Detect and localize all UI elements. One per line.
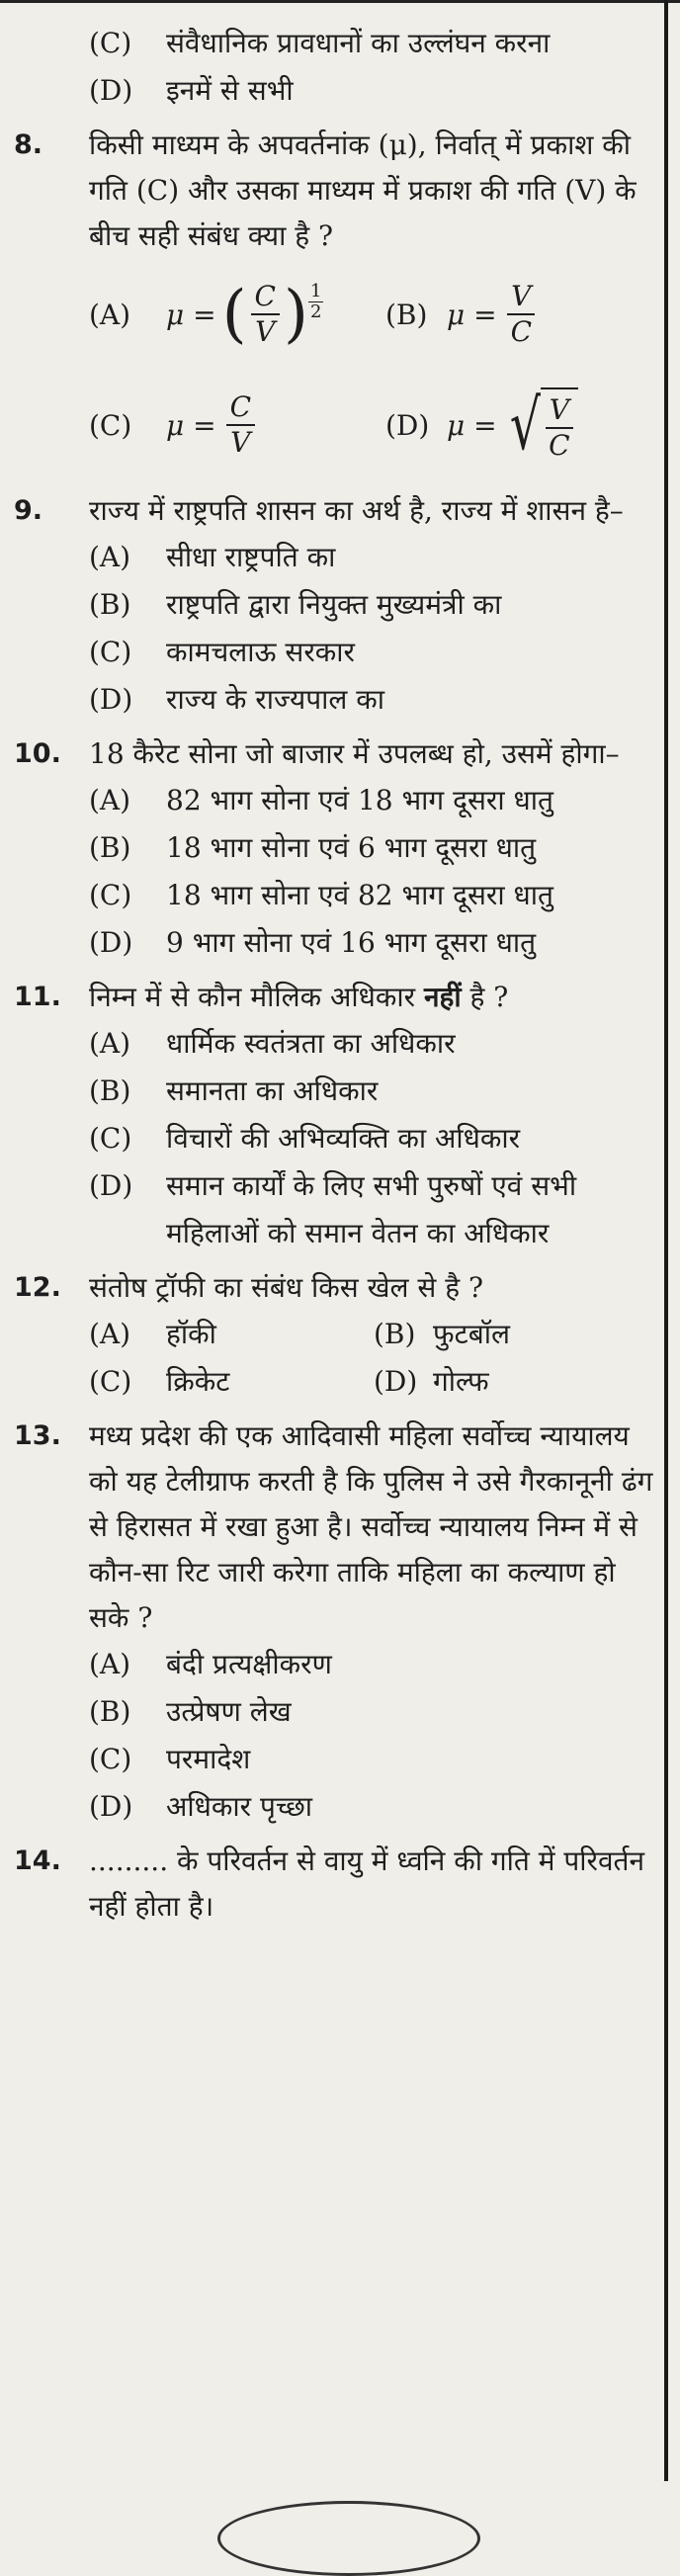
question-text: संतोष ट्रॉफी का संबंध किस खेल से है ? bbox=[89, 1271, 484, 1304]
option-c[interactable]: (C) क्रिकेट bbox=[89, 1365, 230, 1398]
option-c[interactable]: (C) 18 भाग सोना एवं 82 भाग दूसरा धातु bbox=[89, 879, 553, 911]
math-options-row-2 bbox=[89, 370, 654, 480]
math-options-row-1 bbox=[89, 259, 654, 370]
fraction: $\frac{C}{V}$ bbox=[226, 390, 255, 460]
option-c[interactable]: (C) संवैधानिक प्रावधानों का उल्लंघन करना bbox=[89, 27, 551, 59]
question-number: 10. bbox=[14, 738, 61, 769]
question-8 bbox=[0, 123, 654, 480]
option-a[interactable]: (A) सीधा राष्ट्रपति का bbox=[89, 541, 336, 573]
question-number: 8. bbox=[14, 129, 43, 160]
square-root: √ $\frac{V}{C}$ bbox=[503, 387, 578, 463]
option-d[interactable]: (D) μ = √ $\frac{V}{C}$ bbox=[385, 387, 578, 463]
question-12 bbox=[0, 1265, 654, 1406]
question-13 bbox=[0, 1414, 654, 1831]
option-d[interactable]: (D) समान कार्यों के लिए सभी पुरुषों एवं सभी महिलाओं को समान वेतन का अधिकार bbox=[89, 1169, 577, 1249]
fraction: $\frac{V}{C}$ bbox=[507, 280, 536, 349]
question-text: राज्य में राष्ट्रपति शासन का अर्थ है, राज्य में शासन है– bbox=[89, 494, 624, 527]
option-d[interactable]: (D) गोल्फ bbox=[374, 1365, 489, 1398]
exponent: 1 2 bbox=[309, 281, 322, 322]
option-a[interactable]: (A) हॉकी bbox=[89, 1318, 216, 1350]
option-a[interactable]: (A) 82 भाग सोना एवं 18 भाग दूसरा धातु bbox=[89, 784, 553, 816]
question-text: 18 कैरेट सोना जो बाजार में उपलब्ध हो, उसमें होगा– bbox=[89, 737, 620, 770]
question-text: निम्न में से कौन मौलिक अधिकार नहीं है ? bbox=[89, 981, 509, 1013]
option-b[interactable]: (B) फुटबॉल bbox=[374, 1318, 510, 1350]
question-11 bbox=[0, 975, 654, 1257]
option-b[interactable]: (B) उत्प्रेषण लेख bbox=[89, 1695, 292, 1728]
option-d[interactable]: (D) अधिकार पृच्छा bbox=[89, 1790, 313, 1823]
question-list bbox=[0, 20, 654, 1937]
option-d[interactable]: (D) राज्य के राज्यपाल का bbox=[89, 683, 385, 716]
question-number: 14. bbox=[14, 1846, 61, 1876]
question-number: 11. bbox=[14, 982, 61, 1012]
question-number: 12. bbox=[14, 1272, 61, 1303]
question-text: किसी माध्यम के अपवर्तनांक (μ), निर्वात् में प्रकाश की गति (C) और उसका माध्यम में प्रकाश की गति (V) के बीच सही संबंध क्या है ? bbox=[89, 129, 637, 252]
option-d[interactable]: (D) 9 भाग सोना एवं 16 भाग दूसरा धातु bbox=[89, 926, 537, 959]
option-b[interactable]: (B) 18 भाग सोना एवं 6 भाग दूसरा धातु bbox=[89, 831, 537, 864]
question-number: 9. bbox=[14, 495, 43, 526]
column-divider bbox=[664, 0, 668, 2481]
options-row-1 bbox=[89, 1311, 654, 1358]
option-a[interactable]: (A) μ = ( $\frac{C}{V}$ ) 1 2 bbox=[89, 278, 322, 351]
option-b[interactable]: (B) समानता का अधिकार bbox=[89, 1074, 379, 1107]
option-c[interactable]: (C) विचारों की अभिव्यक्ति का अधिकार bbox=[89, 1122, 521, 1155]
option-a[interactable]: (A) धार्मिक स्वतंत्रता का अधिकार bbox=[89, 1027, 456, 1060]
fraction: $\frac{V}{C}$ bbox=[545, 393, 573, 463]
fraction: $\frac{C}{V}$ bbox=[251, 280, 280, 349]
question-10 bbox=[0, 731, 654, 967]
option-c[interactable]: (C) कामचलाऊ सरकार bbox=[89, 636, 355, 668]
bottom-decoration bbox=[217, 2501, 480, 2576]
option-c[interactable]: (C) परमादेश bbox=[89, 1743, 251, 1775]
question-number: 13. bbox=[14, 1420, 61, 1451]
option-b[interactable]: (B) राष्ट्रपति द्वारा नियुक्त मुख्यमंत्री का bbox=[89, 588, 502, 621]
option-a[interactable]: (A) बंदी प्रत्यक्षीकरण bbox=[89, 1648, 332, 1680]
options-row-2 bbox=[89, 1358, 654, 1406]
option-b[interactable]: (B) μ = $\frac{V}{C}$ bbox=[385, 280, 540, 349]
question-7-tail bbox=[0, 20, 654, 115]
question-text: मध्य प्रदेश की एक आदिवासी महिला सर्वोच्च न्यायालय को यह टेलीग्राफ करती है कि पुलिस ने उसे गैरकानूनी ढंग से हिरासत में रखा हुआ है। सर्वोच्च न्यायालय निम्न में से कौन-सा रिट जारी करेगा ताकि महिला का कल्याण हो सके ? bbox=[89, 1419, 653, 1634]
question-14 bbox=[0, 1839, 654, 1930]
question-9 bbox=[0, 488, 654, 724]
top-rule bbox=[0, 0, 680, 10]
option-d[interactable]: (D) इनमें से सभी bbox=[89, 74, 294, 107]
question-text: ......... के परिवर्तन से वायु में ध्वनि की गति में परिवर्तन नहीं होता है। bbox=[89, 1845, 645, 1923]
option-c[interactable]: (C) μ = $\frac{C}{V}$ bbox=[89, 390, 385, 460]
